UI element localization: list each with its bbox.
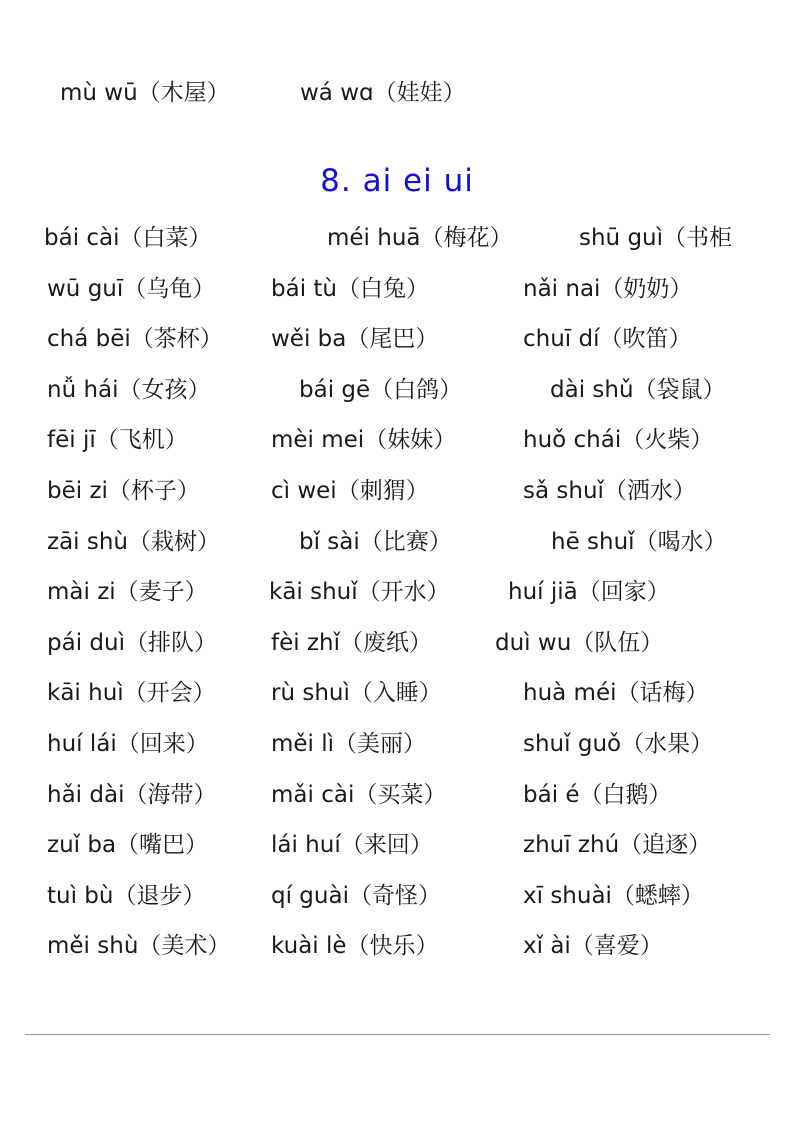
- word-cell: měi shù（美术）: [47, 933, 231, 960]
- word-muwu: mù wū（木屋）: [60, 80, 230, 106]
- word-row: [0, 926, 794, 977]
- word-cell: zuǐ ba（嘴巴）: [47, 832, 209, 859]
- word-cell: bēi zi（杯子）: [47, 477, 200, 504]
- word-cell: mèi mei（妹妹）: [271, 427, 457, 454]
- word-cell: lái huí（来回）: [271, 832, 433, 859]
- word-row: [0, 269, 794, 320]
- word-cell: bái cài（白菜）: [44, 225, 212, 251]
- word-cell: zhuī zhú（追逐）: [523, 832, 712, 859]
- word-cell: kāi huì（开会）: [47, 680, 216, 707]
- word-row: [0, 370, 794, 421]
- word-cell: kāi shuǐ（开水）: [269, 579, 450, 606]
- word-cell: měi lì（美丽）: [271, 730, 427, 757]
- word-cell: duì wu（队伍）: [495, 629, 664, 656]
- word-cell: bái gē（白鸽）: [299, 376, 463, 403]
- word-row: [0, 572, 794, 623]
- word-row: [0, 218, 794, 269]
- word-grid: [0, 218, 794, 977]
- word-cell: huí jiā（回家）: [508, 579, 670, 606]
- word-row: [0, 724, 794, 775]
- word-cell: huà méi（话梅）: [523, 680, 709, 707]
- word-row: [0, 420, 794, 471]
- word-cell: fēi jī（飞机）: [47, 427, 188, 454]
- word-cell: wěi ba（尾巴）: [271, 326, 439, 353]
- word-cell: chuī dí（吹笛）: [523, 326, 692, 353]
- section-heading: 8. ai ei ui: [320, 163, 474, 199]
- word-cell: shū guì（书柜: [579, 225, 733, 251]
- word-cell: cì wei（刺猬）: [271, 477, 429, 504]
- word-cell: sǎ shuǐ（洒水）: [523, 477, 696, 504]
- word-row: [0, 775, 794, 826]
- word-cell: chá bēi（茶杯）: [47, 326, 223, 353]
- word-wawa: wá wɑ（娃娃）: [300, 80, 466, 106]
- word-cell: pái duì（排队）: [47, 629, 217, 656]
- word-row: [0, 876, 794, 927]
- word-cell: xǐ ài（喜爱）: [523, 933, 663, 960]
- word-cell: shuǐ guǒ（水果）: [523, 730, 714, 757]
- page-divider: [25, 1034, 770, 1035]
- word-cell: bǐ sài（比赛）: [299, 528, 452, 555]
- word-row: [0, 825, 794, 876]
- word-cell: nǎi nai（奶奶）: [523, 275, 693, 302]
- word-cell: wū guī（乌龟）: [47, 275, 216, 302]
- word-row: [0, 522, 794, 573]
- word-cell: kuài lè（快乐）: [271, 933, 439, 960]
- word-cell: rù shuì（入睡）: [271, 680, 442, 707]
- word-cell: huǒ chái（火柴）: [523, 427, 714, 454]
- word-cell: tuì bù（退步）: [47, 882, 206, 909]
- word-cell: hē shuǐ（喝水）: [551, 528, 727, 555]
- word-cell: zāi shù（栽树）: [47, 528, 221, 555]
- word-row: [0, 319, 794, 370]
- word-cell: méi huā（梅花）: [327, 225, 513, 251]
- word-cell: hǎi dài（海带）: [47, 781, 217, 808]
- word-cell: huí lái（回来）: [47, 730, 209, 757]
- word-cell: fèi zhǐ（废纸）: [271, 629, 432, 656]
- word-row: [0, 623, 794, 674]
- word-cell: xī shuài（蟋蟀）: [523, 882, 704, 909]
- word-cell: mài zi（麦子）: [47, 579, 208, 606]
- word-cell: dài shǔ（袋鼠）: [550, 376, 726, 403]
- word-cell: mǎi cài（买菜）: [271, 781, 447, 808]
- word-cell: bái é（白鹅）: [523, 781, 672, 808]
- word-row: [0, 471, 794, 522]
- word-cell: qí guài（奇怪）: [271, 882, 441, 909]
- word-row: [0, 673, 794, 724]
- word-cell: bái tù（白兔）: [271, 275, 429, 302]
- word-cell: nǚ hái（女孩）: [47, 376, 211, 403]
